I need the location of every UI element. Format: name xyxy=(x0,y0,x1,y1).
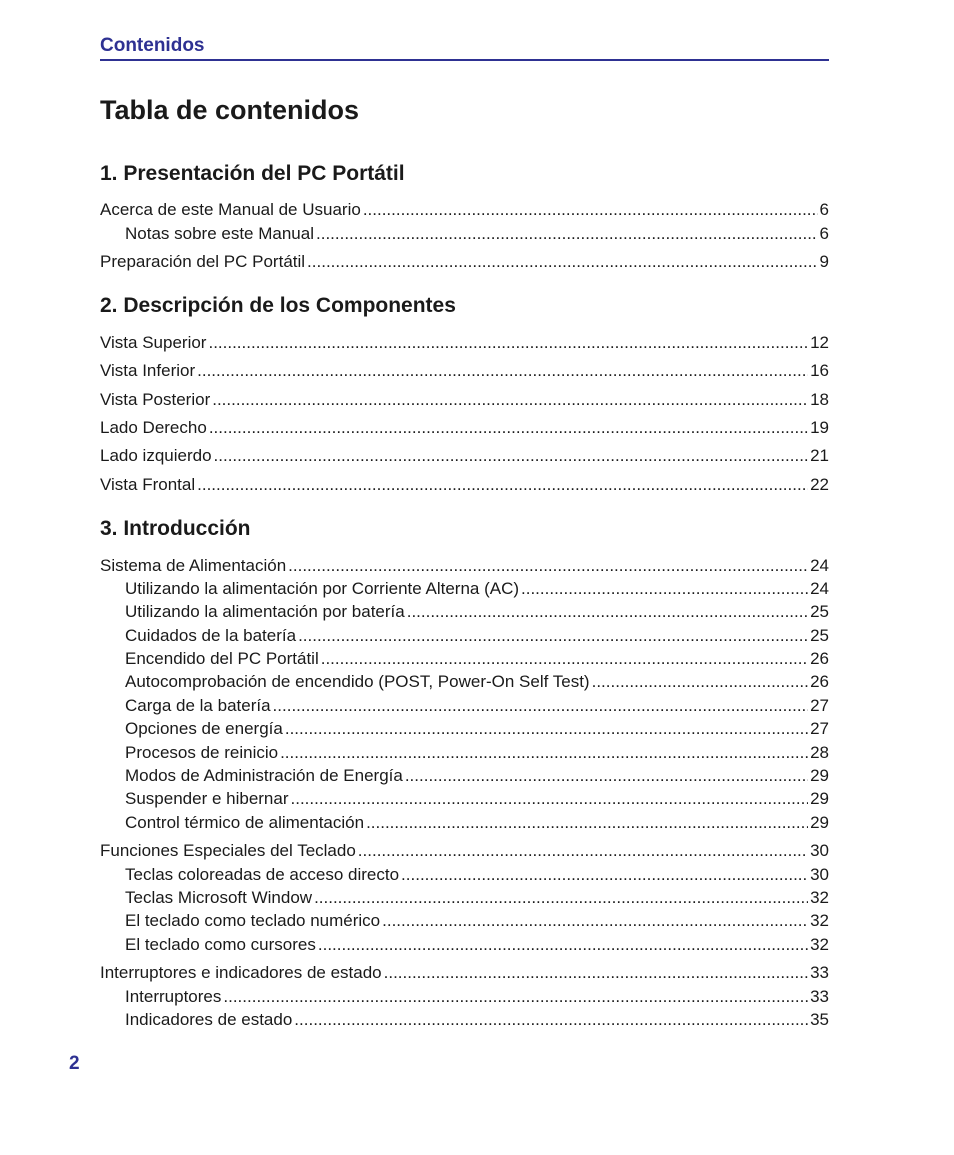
leader-dots xyxy=(294,1009,808,1031)
toc-entry-page: 19 xyxy=(810,418,829,437)
leader-dots xyxy=(273,695,809,717)
toc-entry-page: 35 xyxy=(810,1010,829,1029)
toc-entry-page: 33 xyxy=(810,963,829,982)
toc-entry-text: Indicadores de estado xyxy=(125,1010,293,1029)
toc-entry[interactable] xyxy=(100,389,829,411)
toc-entry-text: Control térmico de alimentación xyxy=(125,813,365,832)
toc-entry[interactable] xyxy=(100,417,829,439)
section-title: 2. Descripción de los Componentes xyxy=(100,294,456,317)
leader-dots xyxy=(212,389,808,411)
toc-entry-page: 30 xyxy=(810,865,829,884)
leader-dots xyxy=(401,864,808,886)
toc-entry[interactable] xyxy=(125,601,829,623)
toc-entry-text: Notas sobre este Manual xyxy=(125,224,314,243)
toc-entry-text: Teclas coloreadas de acceso directo xyxy=(125,865,400,884)
toc-entry[interactable] xyxy=(125,765,829,787)
leader-dots xyxy=(307,251,817,273)
toc-entry-page: 32 xyxy=(810,935,829,954)
leader-dots xyxy=(209,417,808,439)
toc-entry-page: 24 xyxy=(810,556,829,575)
toc-entry-page: 27 xyxy=(810,696,829,715)
toc-entry[interactable] xyxy=(125,812,829,834)
toc-entry[interactable] xyxy=(125,648,829,670)
toc-entry[interactable] xyxy=(125,578,829,600)
toc-entry-page: 26 xyxy=(810,672,829,691)
toc-entry-text: Cuidados de la batería xyxy=(125,626,297,645)
toc-entry-text: Vista Frontal xyxy=(100,475,196,494)
toc-entry[interactable] xyxy=(125,864,829,886)
toc-entry[interactable] xyxy=(100,555,829,577)
toc-entry-text: Interruptores xyxy=(125,987,222,1006)
toc-entry-page: 29 xyxy=(810,789,829,808)
toc-entry[interactable] xyxy=(125,742,829,764)
toc-entry[interactable] xyxy=(100,251,829,273)
leader-dots xyxy=(314,887,808,909)
leader-dots xyxy=(280,742,808,764)
toc-entry-page: 29 xyxy=(810,813,829,832)
leader-dots xyxy=(285,718,808,740)
toc-entry-text: Utilizando la alimentación por batería xyxy=(125,602,405,621)
leader-dots xyxy=(321,648,808,670)
toc-entry-text: Lado Derecho xyxy=(100,418,207,437)
toc-entry-text: Vista Inferior xyxy=(100,361,196,380)
toc-entry-page: 22 xyxy=(810,475,829,494)
leader-dots xyxy=(407,601,808,623)
toc-entry-page: 28 xyxy=(810,743,829,762)
toc-entry[interactable] xyxy=(100,199,829,221)
toc-entry-text: Modos de Administración de Energía xyxy=(125,766,403,785)
toc-entry-page: 33 xyxy=(810,987,829,1006)
toc-entry-page: 12 xyxy=(810,333,829,352)
toc-entry-text: Vista Superior xyxy=(100,333,207,352)
toc-entry-text: Autocomprobación de encendido (POST, Power-On Self Test) xyxy=(125,672,590,691)
toc-entry-page: 27 xyxy=(810,719,829,738)
toc-entry-page: 25 xyxy=(810,626,829,645)
toc-entry-text: Suspender e hibernar xyxy=(125,789,289,808)
toc-entry-text: Vista Posterior xyxy=(100,390,211,409)
header-label: Contenidos xyxy=(100,35,205,56)
toc-entry-page: 21 xyxy=(810,446,829,465)
toc-entry-page: 18 xyxy=(810,390,829,409)
toc-entry[interactable] xyxy=(125,910,829,932)
leader-dots xyxy=(214,445,809,467)
page-number: 2 xyxy=(69,1053,80,1074)
toc-entry[interactable] xyxy=(125,223,829,245)
leader-dots xyxy=(316,223,818,245)
toc-entry-page: 6 xyxy=(819,200,829,219)
toc-entry-text: Lado izquierdo xyxy=(100,446,212,465)
toc-entry[interactable] xyxy=(125,887,829,909)
toc-entry-page: 16 xyxy=(810,361,829,380)
toc-entry-page: 30 xyxy=(810,841,829,860)
toc-entry-page: 25 xyxy=(810,602,829,621)
section-title: 1. Presentación del PC Portátil xyxy=(100,162,405,185)
toc-entry-text: Encendido del PC Portátil xyxy=(125,649,319,668)
toc-entry-page: 32 xyxy=(810,888,829,907)
leader-dots xyxy=(298,625,808,647)
toc-entry-text: Procesos de reinicio xyxy=(125,743,279,762)
toc-entry-text: Opciones de energía xyxy=(125,719,283,738)
page-title: Tabla de contenidos xyxy=(100,95,360,125)
toc-entry-page: 9 xyxy=(819,252,829,271)
toc-entry-page: 6 xyxy=(819,224,829,243)
leader-dots xyxy=(197,474,808,496)
leader-dots xyxy=(291,788,809,810)
toc-entry[interactable] xyxy=(100,474,829,496)
leader-dots xyxy=(521,578,808,600)
toc-entry-text: Preparación del PC Portátil xyxy=(100,252,306,271)
toc-entry-text: Utilizando la alimentación por Corriente Alterna (AC) xyxy=(125,579,520,598)
toc-entry[interactable] xyxy=(100,962,829,984)
toc-entry-page: 29 xyxy=(810,766,829,785)
toc-entry-page: 24 xyxy=(810,579,829,598)
leader-dots xyxy=(288,555,808,577)
leader-dots xyxy=(208,332,808,354)
toc-entry[interactable] xyxy=(125,934,829,956)
toc-entry[interactable] xyxy=(125,671,829,693)
toc-entry[interactable] xyxy=(100,360,829,382)
toc-entry[interactable] xyxy=(100,332,829,354)
toc-entry-page: 32 xyxy=(810,911,829,930)
toc-entry-text: Sistema de Alimentación xyxy=(100,556,287,575)
toc-entry[interactable] xyxy=(125,788,829,810)
leader-dots xyxy=(592,671,808,693)
toc-entry[interactable] xyxy=(125,695,829,717)
toc-entry[interactable] xyxy=(100,840,829,862)
toc-entry-text: Carga de la batería xyxy=(125,696,271,715)
toc-entry-text: Interruptores e indicadores de estado xyxy=(100,963,382,982)
leader-dots xyxy=(358,840,808,862)
toc-entry-text: Teclas Microsoft Window xyxy=(125,888,313,907)
leader-dots xyxy=(363,199,818,221)
toc-entry[interactable] xyxy=(100,445,829,467)
toc-entry[interactable] xyxy=(125,1009,829,1031)
toc-entry[interactable] xyxy=(125,718,829,740)
leader-dots xyxy=(223,986,808,1008)
toc-entry-text: Funciones Especiales del Teclado xyxy=(100,841,356,860)
leader-dots xyxy=(384,962,808,984)
header-rule xyxy=(100,59,829,61)
section-title: 3. Introducción xyxy=(100,517,251,540)
toc-entry[interactable] xyxy=(125,625,829,647)
leader-dots xyxy=(366,812,808,834)
toc-entry[interactable] xyxy=(125,986,829,1008)
toc-entry-text: El teclado como cursores xyxy=(125,935,316,954)
leader-dots xyxy=(382,910,808,932)
leader-dots xyxy=(318,934,808,956)
toc-entry-text: Acerca de este Manual de Usuario xyxy=(100,200,361,219)
leader-dots xyxy=(197,360,808,382)
leader-dots xyxy=(405,765,808,787)
toc-entry-page: 26 xyxy=(810,649,829,668)
toc-entry-text: El teclado como teclado numérico xyxy=(125,911,381,930)
